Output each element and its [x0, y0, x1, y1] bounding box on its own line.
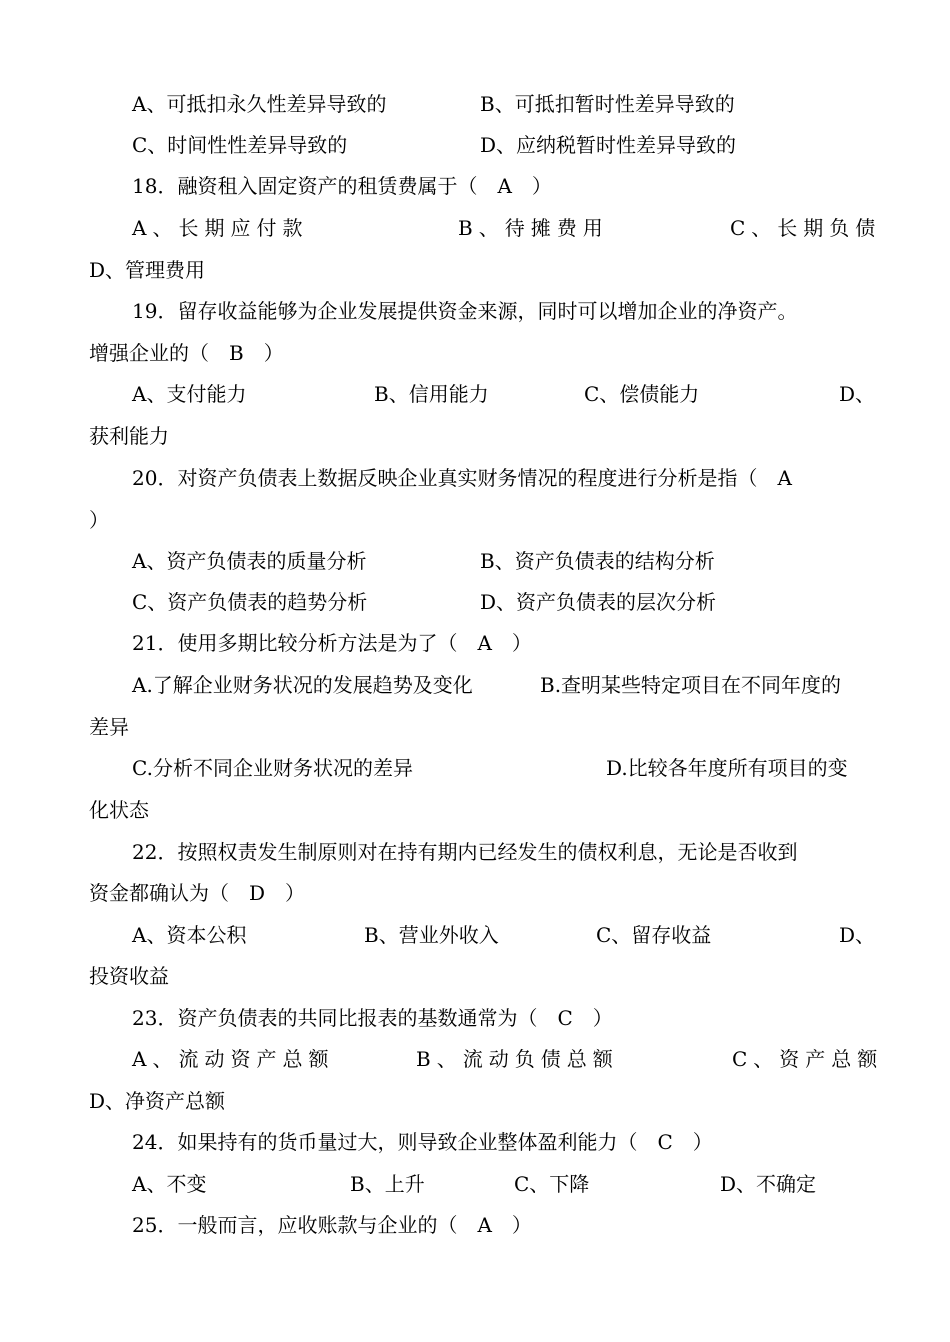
- q21-option-a: A.了解企业财务状况的发展趋势及变化: [132, 673, 473, 697]
- q20-option-a: A、资产负债表的质量分析: [132, 549, 367, 573]
- q24-option-b: B、上升: [350, 1172, 425, 1196]
- q17-option-b: B、可抵扣暂时性差异导致的: [480, 92, 735, 116]
- q19-stem-line2: 增强企业的（ B ）: [89, 341, 284, 365]
- q20-stem-line1: 20．对资产负债表上数据反映企业真实财务情况的程度进行分析是指（ A: [132, 466, 792, 490]
- q22-stem-line1: 22．按照权责发生制原则对在持有期内已经发生的债权利息，无论是否收到: [132, 840, 798, 864]
- q22-option-d-text: 投资收益: [89, 964, 169, 988]
- q21-option-b-line2: 差异: [89, 715, 129, 739]
- q22-option-c: C、留存收益: [596, 923, 712, 947]
- q19-option-b: B、信用能力: [374, 382, 489, 406]
- q17-option-d: D、应纳税暂时性差异导致的: [480, 133, 737, 157]
- q17-option-c: C、时间性性差异导致的: [132, 133, 348, 157]
- q19-stem-line1: 19．留存收益能够为企业发展提供资金来源，同时可以增加企业的净资产。: [132, 299, 798, 323]
- q17-option-a: A、可抵扣永久性差异导致的: [132, 92, 387, 116]
- q20-option-c: C、资产负债表的趋势分析: [132, 590, 368, 614]
- q21-option-d-line1: D.比较各年度所有项目的变: [606, 756, 848, 780]
- q19-option-c: C、偿债能力: [584, 382, 700, 406]
- q18-stem: 18．融资租入固定资产的租赁费属于（ A ）: [132, 174, 552, 198]
- q18-option-b: B、待摊费用: [458, 216, 609, 240]
- q22-option-b: B、营业外收入: [364, 923, 499, 947]
- q21-option-d-line2: 化状态: [89, 798, 149, 822]
- q20-option-b: B、资产负债表的结构分析: [480, 549, 715, 573]
- q22-option-d-prefix: D、: [839, 923, 876, 947]
- q18-option-c: C、长期负债: [730, 216, 882, 240]
- q18-option-d: D、管理费用: [89, 258, 206, 282]
- q19-option-a: A、支付能力: [132, 382, 247, 406]
- q22-option-a: A、资本公积: [132, 923, 247, 947]
- q21-option-b-line1: B.查明某些特定项目在不同年度的: [540, 673, 842, 697]
- q18-option-a: A、长期应付款: [132, 216, 309, 240]
- q23-option-d: D、净资产总额: [89, 1089, 226, 1113]
- q22-stem-line2: 资金都确认为（ D ）: [89, 881, 306, 905]
- q24-stem: 24．如果持有的货币量过大，则导致企业整体盈利能力（ C ）: [132, 1130, 713, 1154]
- q20-stem-line2: ）: [89, 508, 109, 532]
- q21-stem: 21．使用多期比较分析方法是为了（ A ）: [132, 631, 532, 655]
- q24-option-a: A、不变: [132, 1172, 207, 1196]
- q24-option-c: C、下降: [514, 1172, 590, 1196]
- q23-option-b: B、流动负债总额: [416, 1047, 619, 1071]
- q23-option-c: C、资产总额: [732, 1047, 884, 1071]
- q19-option-d-prefix: D、: [839, 382, 876, 406]
- q23-option-a: A、流动资产总额: [132, 1047, 335, 1071]
- q20-option-d: D、资产负债表的层次分析: [480, 590, 717, 614]
- q24-option-d: D、不确定: [720, 1172, 817, 1196]
- q23-stem: 23．资产负债表的共同比报表的基数通常为（ C ）: [132, 1006, 613, 1030]
- q25-stem: 25．一般而言，应收账款与企业的（ A ）: [132, 1213, 532, 1237]
- q21-option-c: C.分析不同企业财务状况的差异: [132, 756, 413, 780]
- q19-option-d-text: 获利能力: [89, 424, 169, 448]
